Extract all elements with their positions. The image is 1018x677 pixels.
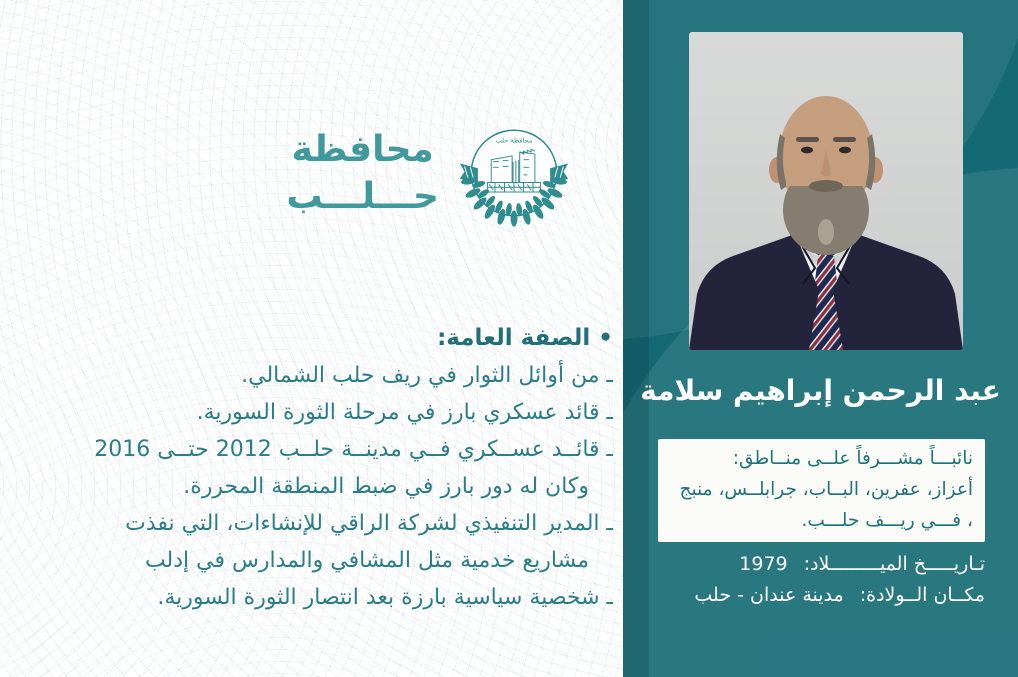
- profile-summary: [18, 320, 613, 616]
- profile-line: مشاريع خدمية مثل المشافي والمدارس في إدلب: [144, 548, 589, 573]
- role-box: [658, 439, 985, 542]
- profile-line: ـ من أوائل الثوار في ريف حلب الشمالي.: [241, 363, 613, 388]
- birth-place-value: مدينة عندان - حلب: [694, 584, 844, 606]
- portrait-photo: [689, 32, 963, 350]
- profile-line: وكان له دور بارز في ضبط المنطقة المحررة.: [183, 474, 589, 499]
- birth-place-label: مكــان الــولادة:: [859, 584, 985, 606]
- emblem-text: محافظة حلب: [495, 136, 533, 145]
- birth-date-value: 1979: [739, 553, 788, 575]
- role-line: ، فـــي ريـــف حلـــب.: [801, 510, 973, 531]
- birth-date-row: [694, 549, 985, 580]
- role-line: نائبـــاً مشـــرفاً علــى منــاطق:: [732, 448, 973, 469]
- profile-line: ـ شخصية سياسية بارزة بعد انتصار الثورة السورية.: [157, 585, 613, 610]
- right-panel: [623, 0, 1018, 677]
- brand: [286, 116, 573, 230]
- profile-line: ـ قائد عسكري بارز في مرحلة الثورة السورية.: [196, 400, 613, 425]
- brand-wordmark: [286, 126, 439, 220]
- wordmark-line2: حـــلـــب: [286, 176, 439, 217]
- wordmark-line1: محافظة: [291, 129, 434, 170]
- panel-edge-shade: [623, 0, 649, 677]
- profile-line: ـ قائــد عســكري فــي مدينــة حلــب 2012 حتــى 2016: [94, 437, 613, 462]
- person-name: عبد الرحمن إبراهيم سلامة: [640, 374, 1001, 407]
- birth-place-row: [694, 580, 985, 611]
- role-line: أعزاز، عفرين، البــاب، جرابلــس، منبج: [679, 479, 973, 500]
- profile-heading: • الصفة العامة:: [437, 325, 613, 351]
- birth-date-label: تـاريـــــخ الميـــــــــلاد:: [803, 553, 985, 575]
- birth-info: [694, 549, 985, 611]
- governorate-emblem-icon: [455, 116, 573, 230]
- profile-line: ـ المدير التنفيذي لشركة الراقي للإنشاءات، التي نفذت: [125, 511, 613, 536]
- portrait-illustration: [689, 32, 963, 350]
